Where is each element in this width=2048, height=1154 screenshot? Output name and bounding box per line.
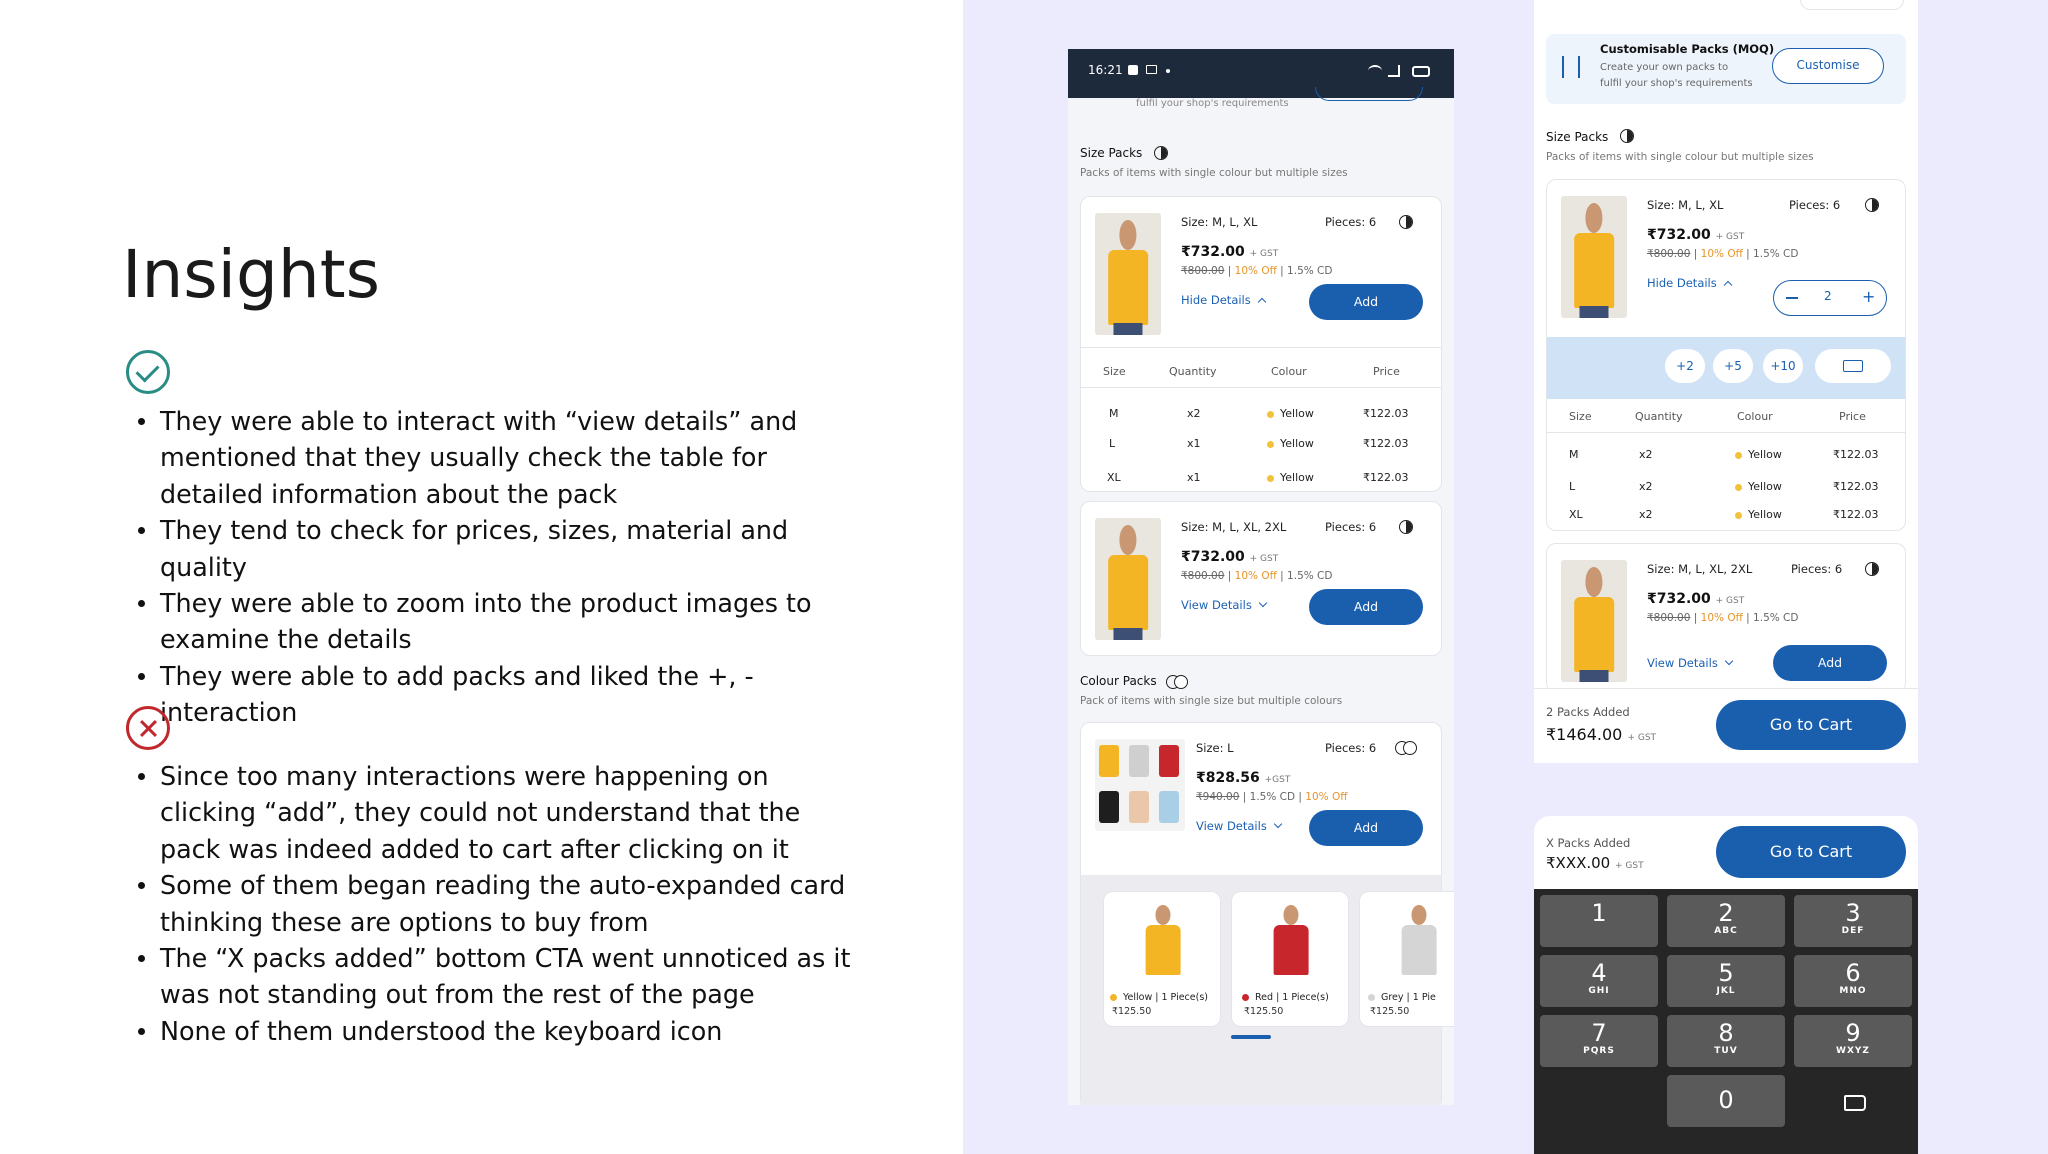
table-cell: Yellow: [1748, 480, 1782, 493]
quick-add-chip[interactable]: +2: [1665, 349, 1705, 383]
table-cell: M: [1569, 448, 1579, 461]
list-item: They were able to zoom into the product images to examine the details: [136, 585, 856, 658]
list-item: They were able to interact with “view details” and mentioned that they usually check the table for detailed information about the pack: [136, 403, 856, 512]
half-circle-icon: [1154, 146, 1168, 160]
quantity-value: 2: [1824, 289, 1832, 303]
quantity-stepper[interactable]: [1773, 280, 1887, 316]
table-cell: Yellow: [1280, 437, 1314, 450]
mrp: ₹940.00: [1196, 791, 1240, 803]
cash-discount: 1.5% CD: [1249, 791, 1296, 803]
mail-icon: [1146, 65, 1157, 74]
cross-circle-icon: [126, 706, 170, 750]
keypad-key[interactable]: 0: [1667, 1075, 1785, 1127]
add-button[interactable]: Add: [1309, 810, 1423, 846]
dot-icon: [1166, 69, 1170, 73]
product-image[interactable]: [1095, 213, 1161, 335]
table-header: Size: [1569, 410, 1592, 423]
pack-card: Size: M, L, XL Pieces: 6 ₹732.00 + GST ₹800.00 | 10% Off | 1.5% CD Hide Details 2 + +2 +5 +10 Size Quantity Colour Price M x2 Yellow ₹122.03 L x2 Yellow ₹122.03 XL x2 Yellow ₹122.03: [1546, 179, 1906, 531]
view-details-link[interactable]: View Details: [1181, 598, 1266, 612]
pack-size: Size: M, L, XL: [1647, 198, 1724, 212]
cart-total: ₹1464.00: [1546, 725, 1623, 744]
keypad-key[interactable]: 7 PQRS: [1540, 1015, 1658, 1067]
mrp: ₹800.00: [1647, 612, 1691, 624]
mrp: ₹800.00: [1181, 570, 1225, 582]
list-item: Some of them began reading the auto-expanded card thinking these are options to buy from: [136, 867, 856, 940]
positive-insights-list: [136, 403, 856, 731]
product-collage-image[interactable]: [1095, 739, 1185, 831]
colour-rings-icon: [1395, 741, 1417, 754]
view-details-link[interactable]: View Details: [1196, 819, 1281, 833]
custom-subtitle: fulfil your shop's requirements: [1600, 78, 1753, 89]
colour-dot: [1735, 484, 1742, 491]
custom-title: Customisable Packs (MOQ): [1600, 42, 1775, 56]
customise-button-partial[interactable]: [1315, 87, 1423, 101]
wifi-icon: [1368, 65, 1382, 77]
pack-price: ₹732.00: [1181, 244, 1245, 260]
keypad-key[interactable]: 9 WXYZ: [1794, 1015, 1912, 1067]
table-cell: Yellow: [1748, 508, 1782, 521]
size-packs-title: Size Packs: [1080, 146, 1143, 160]
table-cell: Yellow: [1280, 471, 1314, 484]
customisable-packs-banner: [1546, 34, 1906, 104]
table-header: Colour: [1271, 365, 1307, 378]
quick-add-bar: [1547, 337, 1905, 399]
phone-screen-2: [1534, 0, 1918, 763]
add-button[interactable]: Add: [1309, 284, 1423, 320]
table-header: Quantity: [1169, 365, 1217, 378]
variant-carousel[interactable]: [1081, 875, 1441, 1105]
size-packs-subtitle: Packs of items with single colour but multiple sizes: [1546, 151, 1814, 163]
keyboard-button[interactable]: [1815, 349, 1891, 383]
table-cell: ₹122.03: [1833, 508, 1879, 521]
discount: 10% Off: [1700, 612, 1743, 624]
colour-dot: [1735, 512, 1742, 519]
table-cell: x2: [1187, 407, 1201, 420]
keypad-key[interactable]: 3 DEF: [1794, 895, 1912, 947]
custom-subtitle: Create your own packs to: [1600, 62, 1729, 73]
keyboard-icon: [1843, 360, 1863, 372]
table-cell: x2: [1639, 480, 1653, 493]
keypad-key[interactable]: 2 ABC: [1667, 895, 1785, 947]
variant-card[interactable]: [1103, 891, 1221, 1027]
pack-price: ₹732.00: [1647, 591, 1711, 607]
go-to-cart-button[interactable]: Go to Cart: [1716, 826, 1906, 878]
list-item: The “X packs added” bottom CTA went unnoticed as it was not standing out from the rest of the page: [136, 940, 856, 1013]
divider: [1081, 347, 1441, 348]
list-item: They tend to check for prices, sizes, material and quality: [136, 512, 856, 585]
table-cell: L: [1109, 437, 1116, 450]
gst-label: + GST: [1249, 554, 1279, 564]
add-button[interactable]: Add: [1309, 589, 1423, 625]
pack-pieces: Pieces: 6: [1325, 215, 1377, 229]
size-packs-title: Size Packs: [1546, 130, 1609, 144]
pack-size: Size: L: [1196, 741, 1234, 755]
half-circle-icon: [1399, 215, 1413, 229]
carousel-indicator: [1231, 1035, 1271, 1039]
keypad-key[interactable]: 5 JKL: [1667, 955, 1785, 1007]
pack-price: ₹828.56: [1196, 770, 1260, 786]
check-circle-icon: [126, 350, 170, 394]
page-title: Insights: [122, 236, 381, 313]
numeric-keypad: [1534, 889, 1918, 1154]
table-cell: ₹122.03: [1833, 448, 1879, 461]
divider: [1547, 432, 1905, 433]
variant-price: ₹125.50: [1370, 1006, 1410, 1017]
hide-details-link[interactable]: Hide Details: [1181, 293, 1265, 307]
cash-discount: 1.5% CD: [1753, 248, 1799, 260]
packs-added-count: 2 Packs Added: [1546, 705, 1630, 719]
keypad-key[interactable]: 8 TUV: [1667, 1015, 1785, 1067]
cash-discount: 1.5% CD: [1287, 570, 1333, 582]
colour-packs-title: Colour Packs: [1080, 674, 1157, 688]
pack-card: Size: M, L, XL Pieces: 6 ₹732.00 + GST ₹800.00 | 10% Off | 1.5% CD Hide Details Add Size Quantity Colour Price M x2 Yellow ₹122.03 L x1 Yellow ₹122.03 XL x1 Yellow ₹122.03: [1080, 196, 1442, 492]
list-item: Since too many interactions were happening on clicking “add”, they could not understand that the pack was indeed added to cart after clicking on it: [136, 758, 856, 867]
gst-label: + GST: [1615, 861, 1644, 871]
table-cell: XL: [1107, 471, 1121, 484]
pack-pieces: Pieces: 6: [1789, 198, 1841, 212]
chevron-down-icon: [1274, 820, 1282, 828]
table-header: Price: [1373, 365, 1400, 378]
colour-dot: [1110, 994, 1117, 1001]
add-button[interactable]: Add: [1773, 645, 1887, 681]
half-circle-icon: [1865, 562, 1879, 576]
discount: 10% Off: [1305, 791, 1348, 803]
pack-card: Size: M, L, XL, 2XL Pieces: 6 ₹732.00 + GST ₹800.00 | 10% Off | 1.5% CD View Details Add: [1546, 543, 1906, 693]
table-cell: x1: [1187, 471, 1201, 484]
cart-total: ₹XXX.00: [1546, 854, 1611, 872]
keypad-key[interactable]: 4 GHI: [1540, 955, 1658, 1007]
pack-price: ₹732.00: [1181, 549, 1245, 565]
variant-card[interactable]: [1231, 891, 1349, 1027]
pack-pieces: Pieces: 6: [1325, 520, 1377, 534]
keypad-key[interactable]: 6 MNO: [1794, 955, 1912, 1007]
gst-label: +GST: [1264, 775, 1291, 785]
cash-discount: 1.5% CD: [1287, 265, 1333, 277]
table-header: Size: [1103, 365, 1126, 378]
colour-dot: [1267, 475, 1274, 482]
backspace-icon[interactable]: [1844, 1095, 1866, 1111]
customise-button[interactable]: Customise: [1772, 48, 1884, 84]
partial-element: [1800, 0, 1904, 10]
pack-pieces: Pieces: 6: [1325, 741, 1377, 755]
chevron-up-icon: [1724, 281, 1732, 289]
pack-size: Size: M, L, XL, 2XL: [1181, 520, 1287, 534]
chevron-up-icon: [1258, 298, 1266, 306]
battery-icon: [1412, 66, 1430, 77]
cash-discount: 1.5% CD: [1753, 612, 1799, 624]
product-image[interactable]: [1095, 518, 1161, 640]
table-cell: ₹122.03: [1363, 437, 1409, 450]
table-cell: XL: [1569, 508, 1583, 521]
half-circle-icon: [1865, 198, 1879, 212]
table-cell: ₹122.03: [1363, 407, 1409, 420]
phone-screen-1: [1068, 49, 1454, 1105]
quick-add-chip[interactable]: +5: [1713, 349, 1753, 383]
notification-icon: [1128, 65, 1138, 75]
go-to-cart-button[interactable]: Go to Cart: [1716, 700, 1906, 750]
cart-footer: [1534, 688, 1918, 763]
table-cell: M: [1109, 407, 1119, 420]
variant-label: Red | 1 Piece(s): [1255, 992, 1329, 1003]
gst-label: + GST: [1249, 249, 1279, 259]
gst-label: + GST: [1715, 596, 1745, 606]
packs-added-count: X Packs Added: [1546, 836, 1631, 850]
pack-price: ₹732.00: [1647, 227, 1711, 243]
variant-label: Yellow | 1 Piece(s): [1123, 992, 1208, 1003]
colour-dot: [1368, 994, 1375, 1001]
table-cell: Yellow: [1748, 448, 1782, 461]
colour-dot: [1267, 411, 1274, 418]
insights-panel: [0, 0, 963, 1154]
plus-icon[interactable]: +: [1862, 287, 1876, 306]
quick-add-chip[interactable]: +10: [1763, 349, 1803, 383]
minus-icon[interactable]: [1786, 297, 1798, 299]
mrp: ₹800.00: [1647, 248, 1691, 260]
colour-pack-card: Size: L Pieces: 6 ₹828.56 +GST ₹940.00 | 1.5% CD | 10% Off View Details Add Yellow | 1 Piece(s) ₹125.50 Red | 1 Piece(s) ₹125.50 Grey | 1 Pie ₹125.50: [1080, 722, 1442, 1105]
pack-size: Size: M, L, XL: [1181, 215, 1258, 229]
table-cell: ₹122.03: [1363, 471, 1409, 484]
colour-rings-icon: [1166, 675, 1188, 688]
variant-card[interactable]: [1359, 891, 1454, 1027]
discount: 10% Off: [1234, 265, 1277, 277]
table-cell: L: [1569, 480, 1576, 493]
chevron-down-icon: [1259, 599, 1267, 607]
status-time: 16:21: [1088, 63, 1123, 77]
partial-text: fulfil your shop's requirements: [1136, 98, 1289, 109]
half-circle-icon: [1399, 520, 1413, 534]
view-details-link[interactable]: View Details: [1647, 656, 1732, 670]
gst-label: + GST: [1627, 733, 1657, 743]
pack-card: Size: M, L, XL, 2XL Pieces: 6 ₹732.00 + GST ₹800.00 | 10% Off | 1.5% CD View Details Add: [1080, 501, 1442, 656]
keypad-key[interactable]: 1: [1540, 895, 1658, 947]
list-item: They were able to add packs and liked the +, - interaction: [136, 658, 856, 731]
gst-label: + GST: [1715, 232, 1745, 242]
variant-price: ₹125.50: [1244, 1006, 1284, 1017]
colour-packs-subtitle: Pack of items with single size but multiple colours: [1080, 695, 1343, 707]
negative-insights-list: [136, 758, 856, 1049]
signal-icon: [1388, 65, 1400, 77]
colour-dot: [1267, 441, 1274, 448]
mrp: ₹800.00: [1181, 265, 1225, 277]
product-image[interactable]: [1561, 560, 1627, 682]
phone-screen-3: [1534, 816, 1918, 1154]
discount: 10% Off: [1234, 570, 1277, 582]
pack-pieces: Pieces: 6: [1791, 562, 1843, 576]
product-image[interactable]: [1561, 196, 1627, 318]
table-header: Colour: [1737, 410, 1773, 423]
half-circle-icon: [1620, 129, 1634, 143]
variant-price: ₹125.50: [1112, 1006, 1152, 1017]
colour-dot: [1242, 994, 1249, 1001]
colour-dot: [1735, 452, 1742, 459]
table-cell: x2: [1639, 448, 1653, 461]
table-cell: x1: [1187, 437, 1201, 450]
chevron-down-icon: [1725, 657, 1733, 665]
divider: [1081, 387, 1441, 388]
table-header: Quantity: [1635, 410, 1683, 423]
discount: 10% Off: [1700, 248, 1743, 260]
table-cell: x2: [1639, 508, 1653, 521]
table-cell: Yellow: [1280, 407, 1314, 420]
size-packs-subtitle: Packs of items with single colour but multiple sizes: [1080, 167, 1348, 179]
list-item: None of them understood the keyboard icon: [136, 1013, 856, 1049]
sliders-icon: [1562, 56, 1580, 78]
table-cell: ₹122.03: [1833, 480, 1879, 493]
hide-details-link[interactable]: Hide Details: [1647, 276, 1731, 290]
pack-size: Size: M, L, XL, 2XL: [1647, 562, 1753, 576]
variant-label: Grey | 1 Pie: [1381, 992, 1436, 1003]
table-header: Price: [1839, 410, 1866, 423]
